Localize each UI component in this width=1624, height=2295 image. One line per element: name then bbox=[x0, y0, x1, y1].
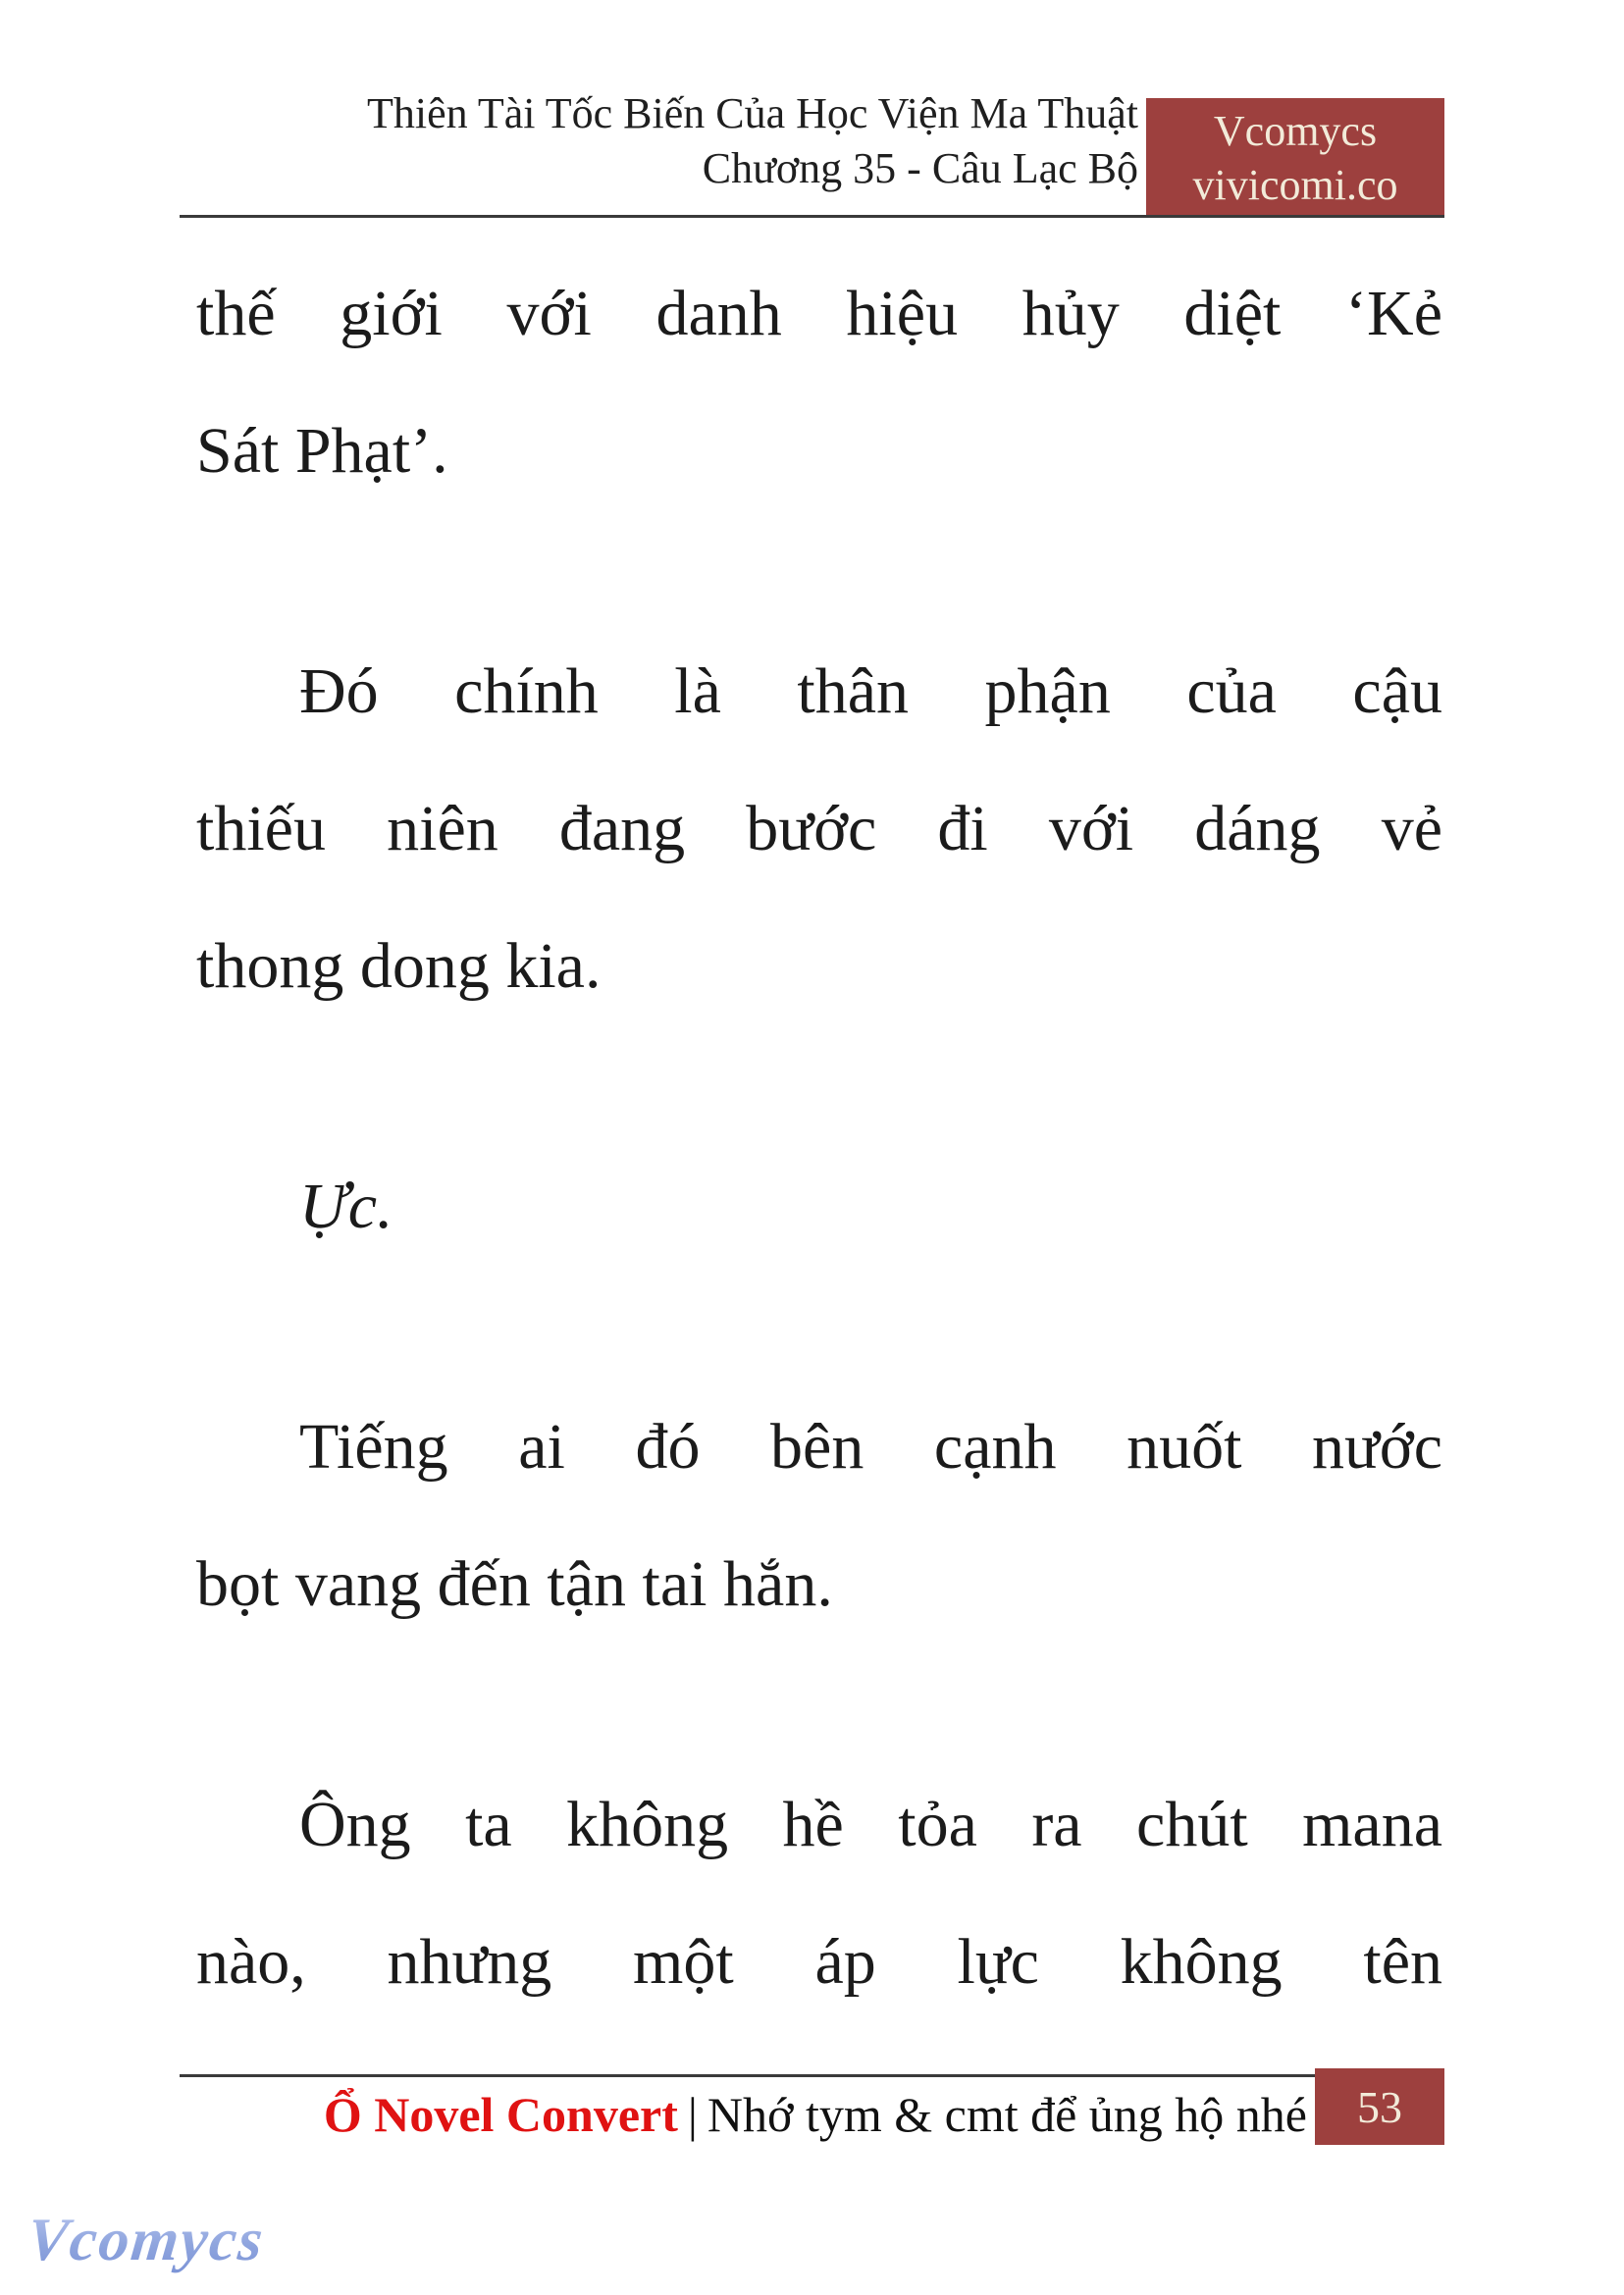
brand-name: Vcomycs bbox=[1213, 107, 1378, 155]
text-line: bọt vang đến tận tai hắn. bbox=[196, 1548, 833, 1620]
paragraph bbox=[196, 1756, 1442, 2031]
paragraph bbox=[196, 1379, 1442, 1653]
footer-separator: | bbox=[687, 2087, 698, 2142]
series-title: Thiên Tài Tốc Biến Của Học Viện Ma Thuật bbox=[367, 89, 1138, 137]
brand-box bbox=[1146, 98, 1444, 218]
header-divider bbox=[180, 215, 1444, 218]
page-body bbox=[196, 245, 1442, 2134]
page-number-box bbox=[1315, 2068, 1444, 2145]
paragraph bbox=[196, 623, 1442, 1035]
footer-brand: Ổ Novel Convert bbox=[323, 2087, 678, 2142]
text-line: Sát Phạt’. bbox=[196, 415, 448, 487]
page-header bbox=[367, 86, 1138, 196]
page-number: 53 bbox=[1357, 2081, 1402, 2132]
brand-site: vivicomi.co bbox=[1192, 161, 1398, 209]
text-line: thiếu niên đang bước đi với dáng vẻ bbox=[196, 793, 1442, 864]
paragraph bbox=[196, 245, 1442, 520]
footer-credit bbox=[324, 2084, 1307, 2145]
chapter-title: Chương 35 - Câu Lạc Bộ bbox=[702, 144, 1138, 192]
text-line: Ực. bbox=[299, 1171, 393, 1242]
text-line: Ông ta không hề tỏa ra chút mana bbox=[299, 1789, 1442, 1860]
vcomycs-watermark-logo: Vcomycs bbox=[24, 2207, 268, 2273]
footer-divider bbox=[180, 2074, 1444, 2077]
footer-note: Nhớ tym & cmt để ủng hộ nhé bbox=[707, 2087, 1307, 2142]
text-line: thong dong kia. bbox=[196, 930, 602, 1002]
paragraph bbox=[196, 1138, 1442, 1276]
text-line: Đó chính là thân phận của cậu bbox=[299, 655, 1442, 727]
text-line: Tiếng ai đó bên cạnh nuốt nước bbox=[299, 1411, 1442, 1483]
text-line: nào, nhưng một áp lực không tên bbox=[196, 1926, 1442, 1998]
text-line: thế giới với danh hiệu hủy diệt ‘Kẻ bbox=[196, 278, 1442, 349]
